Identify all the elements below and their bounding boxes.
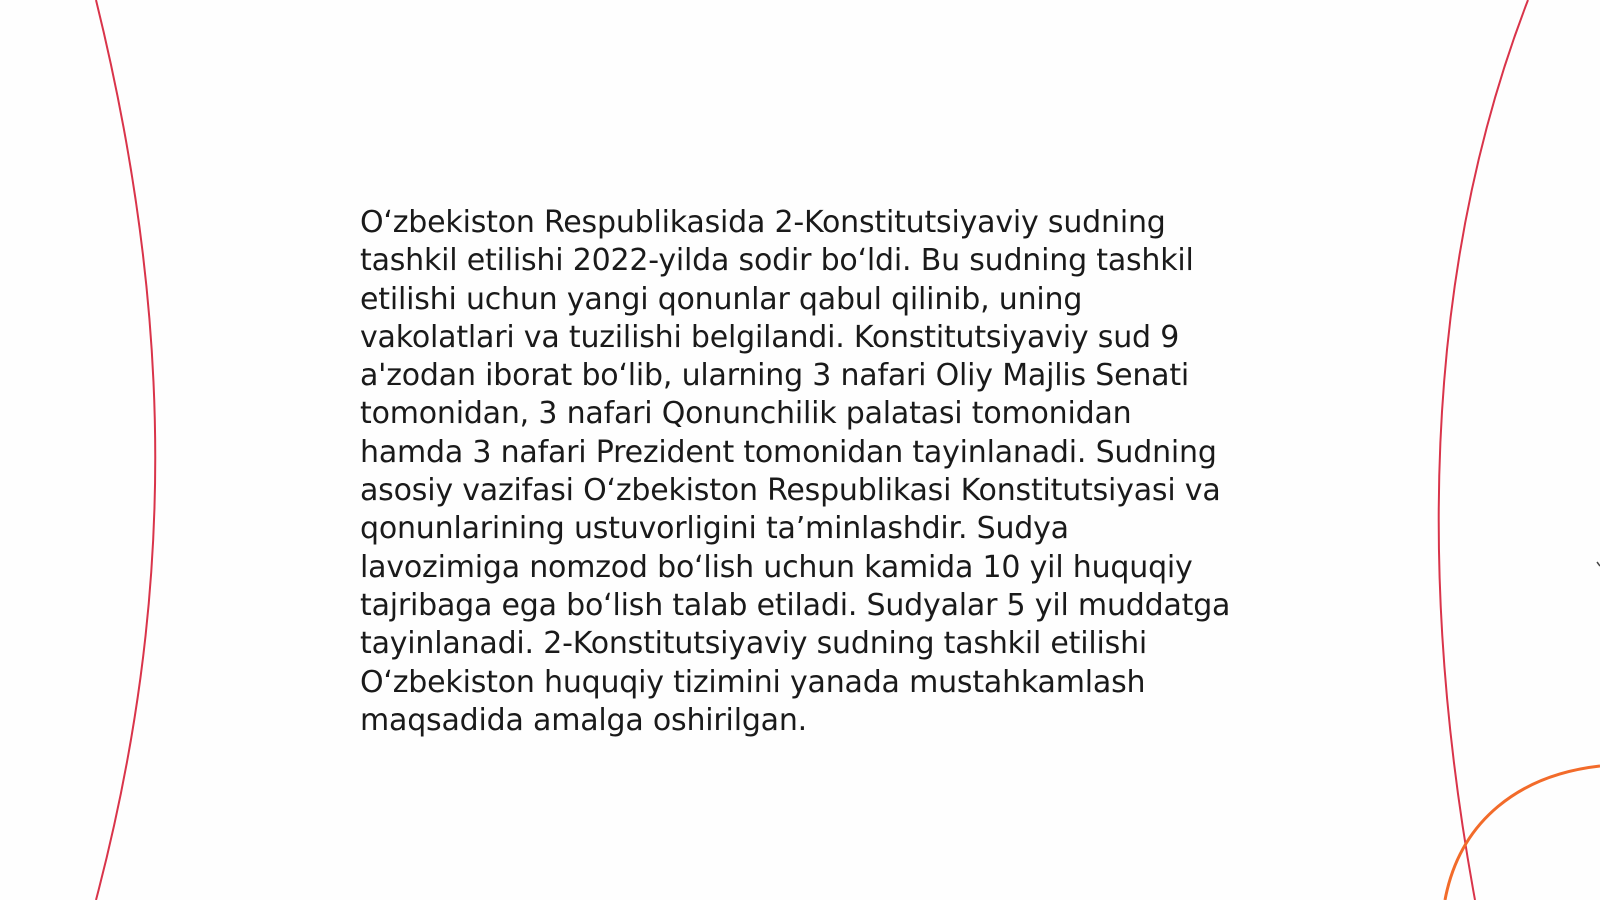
paragraph-line: asosiy vazifasi O‘zbekiston Respublikasi Konstitutsiyasi va [360, 473, 1221, 509]
right-curve [1439, 0, 1528, 900]
paragraph-line: etilishi uchun yangi qonunlar qabul qilinib, uning [360, 281, 1083, 317]
paragraph-line: maqsadida amalga oshirilgan. [360, 702, 808, 738]
paragraph-line: tashkil etilishi 2022-yilda sodir bo‘ldi. Bu sudning tashkil [360, 243, 1194, 279]
body-paragraph [360, 204, 1240, 740]
paragraph-line: tomonidan, 3 nafari Qonunchilik palatasi tomonidan [360, 396, 1132, 432]
orange-arc [1445, 766, 1600, 900]
paragraph-line: hamda 3 nafari Prezident tomonidan tayinlanadi. Sudning [360, 434, 1217, 470]
paragraph-line: tayinlanadi. 2-Konstitutsiyaviy sudning tashkil etilishi [360, 626, 1148, 662]
paragraph-line: qonunlarining ustuvorligini ta’minlashdir. Sudya [360, 511, 1069, 547]
paragraph-line: O‘zbekiston huquqiy tizimini yanada mustahkamlash [360, 664, 1146, 700]
paragraph-line: vakolatlari va tuzilishi belgilandi. Konstitutsiyaviy sud 9 [360, 319, 1180, 355]
paragraph-line: lavozimiga nomzod bo‘lish uchun kamida 10 yil huquqiy [360, 549, 1193, 585]
paragraph-line: O‘zbekiston Respublikasida 2-Konstitutsiyaviy sudning [360, 205, 1166, 240]
paragraph-line: tajribaga ega bo‘lish talab etiladi. Sudyalar 5 yil muddatga [360, 587, 1231, 623]
left-curve [96, 0, 155, 900]
paragraph-line: a'zodan iborat bo‘lib, ularning 3 nafari Oliy Majlis Senati [360, 358, 1190, 394]
